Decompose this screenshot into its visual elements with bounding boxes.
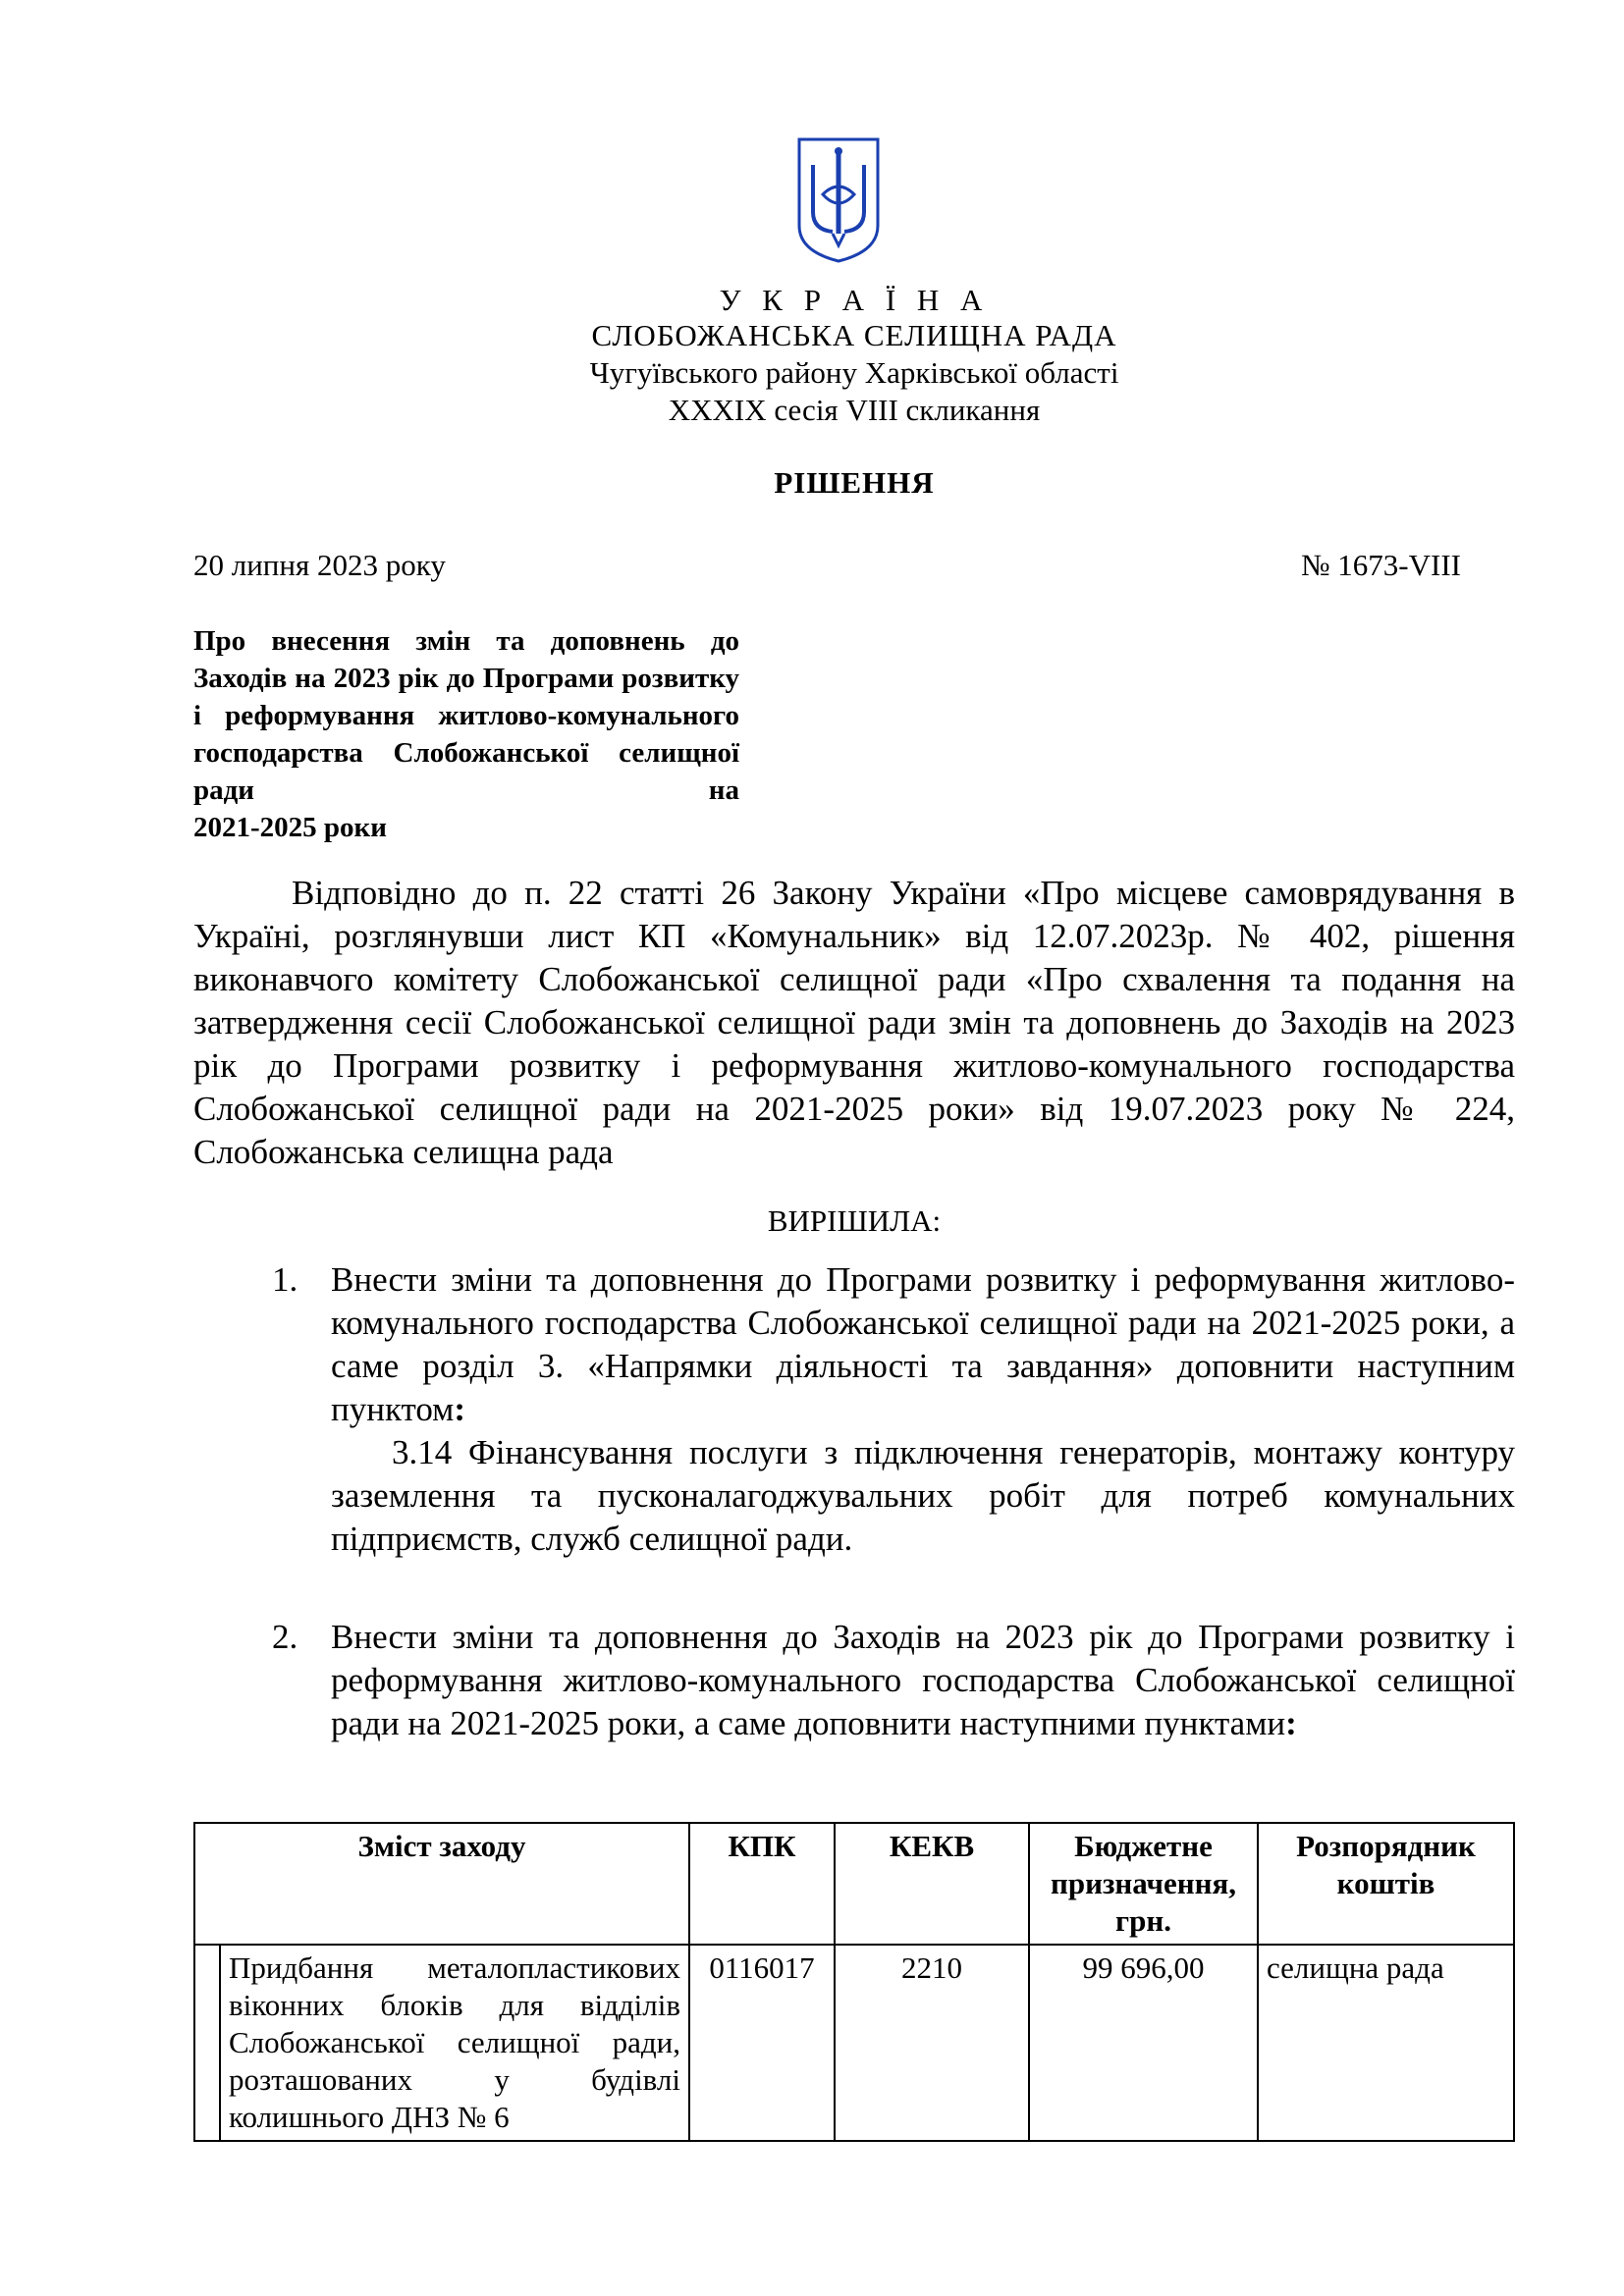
header-content: Зміст заходу [194,1823,689,1945]
header-kpk: КПК [689,1823,835,1945]
decision-title: РІШЕННЯ [774,465,935,500]
cell-budget: 99 696,00 [1029,1945,1258,2141]
decision-subject-text: Про внесення змін та доповнень до Заходів на 2023 рік до Програми розвитку і реформування житлово-комунального господарства Слобожанської селищної ради на [193,625,739,806]
session-name: XXXIX сесія VIII скликання [668,393,1041,427]
table-header-row [194,1823,1514,1945]
item-text: Внести зміни та доповнення до Програми розвитку і реформування житлово-комунального господарства Слобожанської селищної ради на 2021-2025 роки, а саме розділ 3. «Напрямки діяльності та завдання» доповнити наступним пунктом [331,1260,1515,1428]
item-number: 1. [272,1260,298,1299]
district-name: Чугуївського району Харківської області [589,355,1119,390]
cell-manager: селищна рада [1258,1945,1514,2141]
coat-of-arms-icon [793,135,884,265]
header-manager: Розпорядник коштів [1258,1823,1514,1945]
resolution-item-2 [193,1616,1515,1745]
row-index-cell [194,1945,220,2141]
resolved-heading: ВИРІШИЛА: [767,1203,942,1238]
cell-content: Придбання металопластикових віконних блоків для відділів Слобожанської селищної ради, розташованих у будівлі колишнього ДНЗ № 6 [220,1945,689,2141]
item-number: 2. [272,1618,298,1656]
header-kekv: КЕКВ [835,1823,1029,1945]
country-name: У К Р А Ї Н А [719,283,990,317]
council-name: СЛОБОЖАНСЬКА СЕЛИЩНА РАДА [591,318,1117,352]
table-row [194,1945,1514,2141]
item-text: Внести зміни та доповнення до Заходів на 2023 рік до Програми розвитку і реформування житлово-комунального господарства Слобожанської селищної ради на 2021-2025 роки, а саме доповнити наступними пунктами [331,1618,1515,1742]
header-budget: Бюджетне призначення, грн. [1029,1823,1258,1945]
decision-subject [193,622,739,846]
decision-subject-last-line: 2021-2025 роки [193,812,387,843]
decision-date: 20 липня 2023 року [193,548,446,582]
cell-kekv: 2210 [835,1945,1029,2141]
decision-number: № 1673-VIII [1300,548,1461,582]
measures-table [193,1822,1515,2142]
cell-kpk: 0116017 [689,1945,835,2141]
resolution-item-1 [193,1258,1515,1561]
preamble-paragraph: Відповідно до п. 22 статті 26 Закону України «Про місцеве самоврядування в Україні, розглянувши лист КП «Комунальник» від 12.07.2023р. № 402, рішення виконавчого комітету Слобожанської селищної ради «Про схвалення та подання на затвердження сесії Слобожанської селищної ради змін та доповнень до Заходів на 2023 рік до Програми розвитку і реформування житлово-комунального господарства Слобожанської селищної ради на 2021-2025 роки» від 19.07.2023 року № 224, Слобожанська селищна рада [193,874,1515,1171]
item-subpoint-3-14: 3.14 Фінансування послуги з підключення генераторів, монтажу контуру заземлення та пусконалагоджувальних робіт для потреб комунальних підприємств, служб селищної ради. [331,1433,1515,1558]
item-colon: : [1285,1704,1297,1742]
item-colon: : [454,1390,465,1428]
